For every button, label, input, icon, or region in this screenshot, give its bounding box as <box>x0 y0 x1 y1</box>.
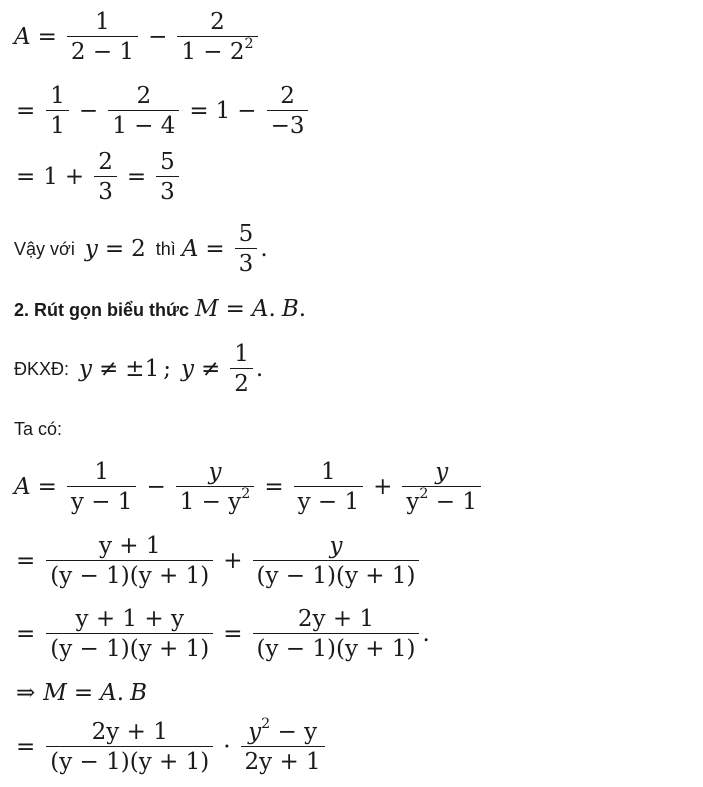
equation-line-1: A = $\frac{1}{2 - 1}$ − $\frac{2}{1 - 2^2}$ <box>14 10 261 64</box>
equation-line-6: = $\frac{y + 1 + y}{(y - 1)(y + 1)}$ = $\frac{2y + 1}{(y - 1)(y + 1)}$ . <box>16 606 430 663</box>
equation-line-3: = 1 + $\frac{2}{3}$ = $\frac{5}{3}$ <box>14 150 182 204</box>
domain-condition: ĐKXĐ: y ≠ ±1 ; y ≠ $\frac{1}{2}$ . <box>14 341 264 398</box>
fraction: $\frac{2}{3}$ <box>94 150 117 204</box>
fraction: $\frac{y^2 - y}{2y + 1}$ <box>241 720 325 774</box>
intro-text: Ta có: <box>14 419 63 439</box>
conclusion-line: Vậy với y = 2 thì A = $\frac{5}{3}$ . <box>14 221 268 278</box>
fraction: $\frac{1}{2 - 1}$ <box>67 10 138 64</box>
fraction: $\frac{5}{3}$ <box>235 222 258 276</box>
section-heading: 2. Rút gọn biểu thức M = A. B. <box>14 296 307 322</box>
fraction: $\frac{y}{y^2 - 1}$ <box>402 460 481 514</box>
fraction: $\frac{5}{3}$ <box>156 150 179 204</box>
fraction: $\frac{y}{1 - y^2}$ <box>176 460 255 514</box>
equation-line-2: = $\frac{1}{1}$ − $\frac{2}{1 - 4}$ = 1 − $\frac{2}{-3}$ <box>14 84 311 138</box>
fraction: $\frac{2y + 1}{(y - 1)(y + 1)}$ <box>46 720 213 774</box>
fraction: $\frac{1}{1}$ <box>46 84 69 138</box>
equation-line-8: = $\frac{2y + 1}{(y - 1)(y + 1)}$ · $\frac{y^2 - y}{2y + 1}$ <box>14 720 328 774</box>
equation-line-7: ⇒ M = A . B <box>16 680 147 706</box>
fraction: $\frac{y + 1 + y}{(y - 1)(y + 1)}$ <box>46 607 213 661</box>
equation-line-4: A = $\frac{1}{y - 1}$ − $\frac{y}{1 - y^2}$ = $\frac{1}{y - 1}$ + $\frac{y}{y^2 - 1}$ <box>14 460 484 514</box>
fraction: $\frac{1}{y - 1}$ <box>294 460 364 514</box>
fraction: $\frac{y + 1}{(y - 1)(y + 1)}$ <box>46 534 213 588</box>
fraction: $\frac{2}{1 - 2^2}$ <box>177 10 257 64</box>
fraction: $\frac{y}{(y - 1)(y + 1)}$ <box>253 534 420 588</box>
var-a: A <box>14 23 31 50</box>
fraction: $\frac{1}{2}$ <box>230 342 253 396</box>
fraction: $\frac{2}{-3}$ <box>267 84 309 138</box>
fraction: $\frac{2}{1 - 4}$ <box>108 84 179 138</box>
fraction: $\frac{2y + 1}{(y - 1)(y + 1)}$ <box>253 607 420 661</box>
equation-line-5: = $\frac{y + 1}{(y - 1)(y + 1)}$ + $\frac{y}{(y - 1)(y + 1)}$ <box>14 534 422 588</box>
fraction: $\frac{1}{y - 1}$ <box>67 460 137 514</box>
